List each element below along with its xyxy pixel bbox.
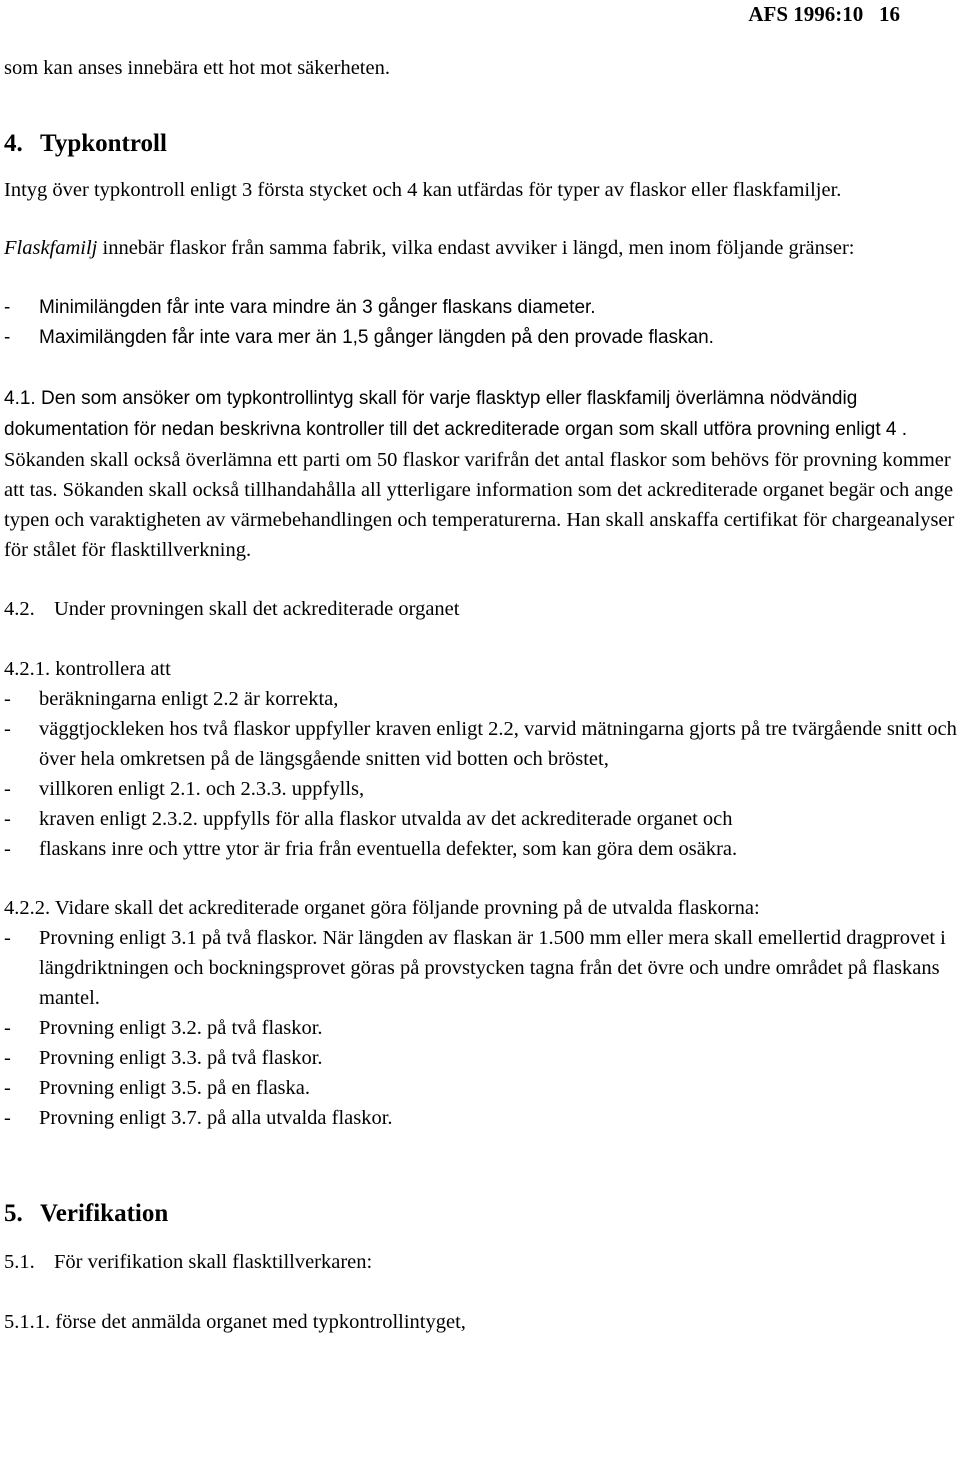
list-item: - Provning enligt 3.1 på två flaskor. När längden av flaskan är 1.500 mm eller mera skall emellertid dragprovet i längdriktningen och bockningsprovet göras på provstycken tagna från det övre och undre området på flaskans mantel. bbox=[4, 927, 946, 1009]
list-4-2-2 bbox=[4, 923, 958, 1133]
list-item: - flaskans inre och yttre ytor är fria från eventuella defekter, som kan göra dem osäkra. bbox=[4, 838, 738, 860]
paragraph-5-1-number: 5.1. bbox=[4, 1251, 35, 1273]
paragraph-5-1-1: 5.1.1. förse det anmälda organet med typkontrollintyget, bbox=[4, 1311, 466, 1333]
page-number: 16 bbox=[879, 2, 900, 26]
paragraph-4-2-1: 4.2.1. kontrollera att bbox=[4, 658, 171, 680]
section-4-heading bbox=[4, 127, 958, 161]
section-5-title: Verifikation bbox=[40, 1200, 169, 1227]
list-item: - Provning enligt 3.2. på två flaskor. bbox=[4, 1017, 323, 1039]
paragraph-4-2-text: Under provningen skall det ackrediterade organet bbox=[54, 598, 460, 620]
paragraph-4-1-serif: Sökanden skall också överlämna ett parti om 50 flaskor varifrån det antal flaskor som behövs för provning kommer att tas. Sökanden skall också tillhandahålla all ytterligare information som det ackrediterade organet begär och ange typen och varaktigheten av värmebehandlingen och temperaturerna. Han skall anskaffa certifikat för chargeanalyser för stålet för flasktillverkning. bbox=[4, 449, 955, 561]
list-item: - väggtjockleken hos två flaskor uppfyller kraven enligt 2.2, varvid mätningarna gjorts på tre tvärgående snitt och över hela omkretsen på de längsgående snitten vid botten och bröstet, bbox=[4, 718, 957, 770]
paragraph-5-1-text: För verifikation skall flasktillverkaren: bbox=[54, 1251, 373, 1273]
paragraph-4-2-number: 4.2. bbox=[4, 598, 35, 620]
list-item: - Minimilängden får inte vara mindre än 3 gånger flaskans diameter. bbox=[4, 297, 596, 318]
intro-line: som kan anses innebära ett hot mot säkerheten. bbox=[4, 57, 390, 79]
list-item: - Provning enligt 3.7. på alla utvalda flaskor. bbox=[4, 1107, 393, 1129]
list-item: - Provning enligt 3.5. på en flaska. bbox=[4, 1077, 311, 1099]
document-body bbox=[4, 53, 958, 1337]
section-4-number: 4. bbox=[4, 130, 23, 157]
list-item: - beräkningarna enligt 2.2 är korrekta, bbox=[4, 688, 339, 710]
limits-list bbox=[4, 293, 958, 353]
list-item: - kraven enligt 2.3.2. uppfylls för alla flaskor utvalda av det ackrediterade organet och bbox=[4, 808, 733, 830]
term-flaskfamilj: Flaskfamilj bbox=[4, 237, 98, 259]
section-5-heading bbox=[4, 1197, 958, 1231]
list-item: - Provning enligt 3.3. på två flaskor. bbox=[4, 1047, 323, 1069]
paragraph-typkontroll: Intyg över typkontroll enligt 3 första stycket och 4 kan utfärdas för typer av flaskor eller flaskfamiljer. bbox=[4, 179, 842, 201]
paragraph-4-1 bbox=[4, 383, 958, 565]
flaskfamilj-definition: innebär flaskor från samma fabrik, vilka endast avviker i längd, men inom följande gränser: bbox=[97, 237, 855, 259]
page-header bbox=[748, 0, 900, 28]
list-item: - villkoren enligt 2.1. och 2.3.3. uppfylls, bbox=[4, 778, 365, 800]
paragraph-4-2-2: 4.2.2. Vidare skall det ackrediterade organet göra följande provning på de utvalda flaskorna: bbox=[4, 897, 760, 919]
list-4-2-1 bbox=[4, 684, 958, 864]
document-id: AFS 1996:10 bbox=[748, 2, 864, 26]
section-4-title: Typkontroll bbox=[40, 130, 167, 157]
section-5-number: 5. bbox=[4, 1200, 23, 1227]
paragraph-4-1-sans: 4.1. Den som ansöker om typkontrollintyg skall för varje flasktyp eller flaskfamilj överlämna nödvändig dokumentation för nedan beskrivna kontroller till det ackrediterade organ som skall utföra provning enligt 4 . bbox=[4, 388, 908, 440]
list-item: - Maximilängden får inte vara mer än 1,5 gånger längden på den provade flaskan. bbox=[4, 327, 714, 348]
paragraph-5-1 bbox=[4, 1247, 958, 1277]
paragraph-flaskfamilj bbox=[4, 233, 958, 263]
paragraph-4-2 bbox=[4, 594, 958, 624]
